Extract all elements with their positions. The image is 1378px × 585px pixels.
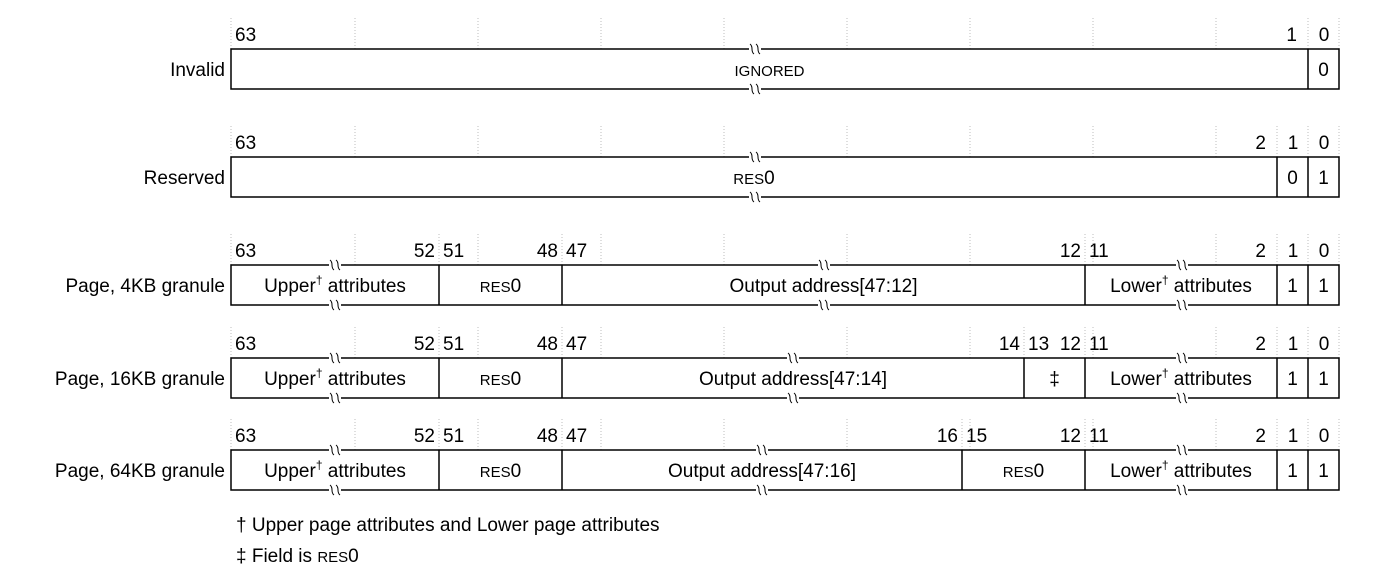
break-gap <box>749 87 761 91</box>
field-main-text: Lower <box>1110 276 1162 297</box>
break-gap <box>1176 263 1188 267</box>
dagger-mark: † <box>1161 458 1169 472</box>
bit-number: 0 <box>1318 241 1330 262</box>
bit-number: 2 <box>1255 241 1266 262</box>
bit-number: 51 <box>443 334 465 355</box>
break-gap <box>329 396 341 400</box>
field-label <box>264 366 406 390</box>
dagger-mark: † <box>1161 273 1169 287</box>
footnote-double-dagger <box>236 546 359 568</box>
row-label: Page, 16KB granule <box>54 369 225 390</box>
field-label: Output address[47:14] <box>698 369 888 390</box>
field-main-text: Upper <box>264 276 316 297</box>
field-main-text: Upper <box>264 461 316 482</box>
bit-number: 48 <box>536 241 558 262</box>
break-gap <box>1176 303 1188 307</box>
res-prefix: RES <box>479 464 511 481</box>
bit-number: 51 <box>443 426 465 447</box>
field-label <box>1110 458 1252 482</box>
break-gap <box>749 195 761 199</box>
field-suffix-text: attributes <box>322 369 406 390</box>
bit-number: 52 <box>413 334 435 355</box>
field-label: 1 <box>1318 461 1329 482</box>
footnote-double-dagger-res: RES <box>317 549 349 566</box>
res-suffix: 0 <box>1033 461 1045 482</box>
footnote-double-dagger-suffix: 0 <box>348 546 359 567</box>
field-label: 1 <box>1287 461 1298 482</box>
break-gap <box>787 356 799 360</box>
field-label: 1 <box>1287 276 1298 297</box>
field-label: 0 <box>1318 60 1329 81</box>
break-gap <box>329 448 341 452</box>
field-main-text: Lower <box>1110 461 1162 482</box>
field-label <box>1110 366 1252 390</box>
res-suffix: 0 <box>510 276 522 297</box>
break-gap <box>787 396 799 400</box>
field-suffix-text: attributes <box>322 276 406 297</box>
field-label: 1 <box>1318 168 1329 189</box>
res-prefix: RES <box>733 171 765 188</box>
bit-number: 12 <box>1059 334 1081 355</box>
break-gap <box>818 303 830 307</box>
bit-number: 1 <box>1287 241 1299 262</box>
bit-number: 51 <box>443 241 465 262</box>
field-suffix-text: attributes <box>1168 276 1252 297</box>
bit-number: 14 <box>998 334 1020 355</box>
field-label <box>733 168 774 189</box>
field-label: 1 <box>1287 369 1298 390</box>
res-suffix: 0 <box>764 168 775 189</box>
bit-number: 15 <box>966 426 988 447</box>
bit-number: 47 <box>566 334 588 355</box>
bit-number: 1 <box>1287 133 1299 154</box>
res-prefix: RES <box>479 279 511 296</box>
break-gap <box>1176 356 1188 360</box>
row-label: Page, 4KB granule <box>65 276 225 297</box>
break-gap <box>1176 488 1188 492</box>
field-label <box>264 458 406 482</box>
bit-number: 63 <box>235 334 257 355</box>
bit-number: 0 <box>1318 25 1330 46</box>
field-label: Output address[47:16] <box>667 461 857 482</box>
bit-number: 0 <box>1318 133 1330 154</box>
field-suffix-text: attributes <box>1168 461 1252 482</box>
break-gap <box>329 488 341 492</box>
res-prefix: RES <box>1002 464 1034 481</box>
bit-number: 63 <box>235 25 257 46</box>
field-label <box>480 276 521 297</box>
bit-number: 63 <box>235 426 257 447</box>
bit-number: 1 <box>1287 334 1299 355</box>
break-gap <box>749 47 761 51</box>
row-label: Reserved <box>143 168 225 189</box>
field-label <box>1003 461 1044 482</box>
break-gap <box>756 488 768 492</box>
dagger-mark: † <box>315 366 323 380</box>
bit-number: 0 <box>1318 426 1330 447</box>
field-label <box>1110 273 1252 297</box>
bit-number: 48 <box>536 334 558 355</box>
dagger-mark: † <box>1161 366 1169 380</box>
break-gap <box>749 155 761 159</box>
field-main-text: Lower <box>1110 369 1162 390</box>
bit-number: 63 <box>235 241 257 262</box>
field-label: 0 <box>1287 168 1298 189</box>
bit-number: 52 <box>413 426 435 447</box>
bit-number: 2 <box>1255 334 1266 355</box>
field-label <box>480 369 521 390</box>
field-label: Output address[47:12] <box>729 276 918 297</box>
res-suffix: 0 <box>510 461 522 482</box>
bit-number: 12 <box>1059 426 1081 447</box>
bit-number: 1 <box>1286 25 1297 46</box>
field-main-text: Upper <box>264 369 316 390</box>
bit-number: 16 <box>936 426 958 447</box>
field-suffix-text: attributes <box>1168 369 1252 390</box>
register-box <box>231 157 1339 197</box>
break-gap <box>1176 396 1188 400</box>
dagger-mark: † <box>315 458 323 472</box>
field-label <box>264 273 406 297</box>
bit-number: 11 <box>1089 426 1109 447</box>
bit-number: 11 <box>1089 241 1109 262</box>
footnote-double-dagger-prefix: ‡ Field is <box>236 546 318 567</box>
row-label: Invalid <box>170 60 225 81</box>
break-gap <box>756 448 768 452</box>
bit-number: 63 <box>235 133 257 154</box>
bit-number: 13 <box>1028 334 1050 355</box>
break-gap <box>329 356 341 360</box>
row-label: Page, 64KB granule <box>54 461 225 482</box>
field-label: IGNORED <box>734 63 805 80</box>
bit-number: 0 <box>1318 334 1330 355</box>
bit-number: 11 <box>1089 334 1109 355</box>
break-gap <box>329 263 341 267</box>
bit-number: 2 <box>1255 133 1266 154</box>
res-suffix: 0 <box>510 369 522 390</box>
bit-number: 52 <box>413 241 435 262</box>
field-label <box>480 461 521 482</box>
bit-number: 12 <box>1059 241 1081 262</box>
dagger-mark: † <box>315 273 323 287</box>
break-gap <box>818 263 830 267</box>
break-gap <box>329 303 341 307</box>
field-label: ‡ <box>1049 369 1060 390</box>
break-gap <box>1176 448 1188 452</box>
field-label: 1 <box>1318 369 1329 390</box>
footnote-dagger: † Upper page attributes and Lower page attributes <box>236 515 660 536</box>
bit-number: 47 <box>566 426 588 447</box>
field-suffix-text: attributes <box>322 461 406 482</box>
field-label: 1 <box>1318 276 1329 297</box>
bit-number: 47 <box>566 241 588 262</box>
res-prefix: RES <box>479 372 511 389</box>
bit-number: 2 <box>1255 426 1266 447</box>
bit-number: 48 <box>536 426 558 447</box>
bit-number: 1 <box>1287 426 1299 447</box>
